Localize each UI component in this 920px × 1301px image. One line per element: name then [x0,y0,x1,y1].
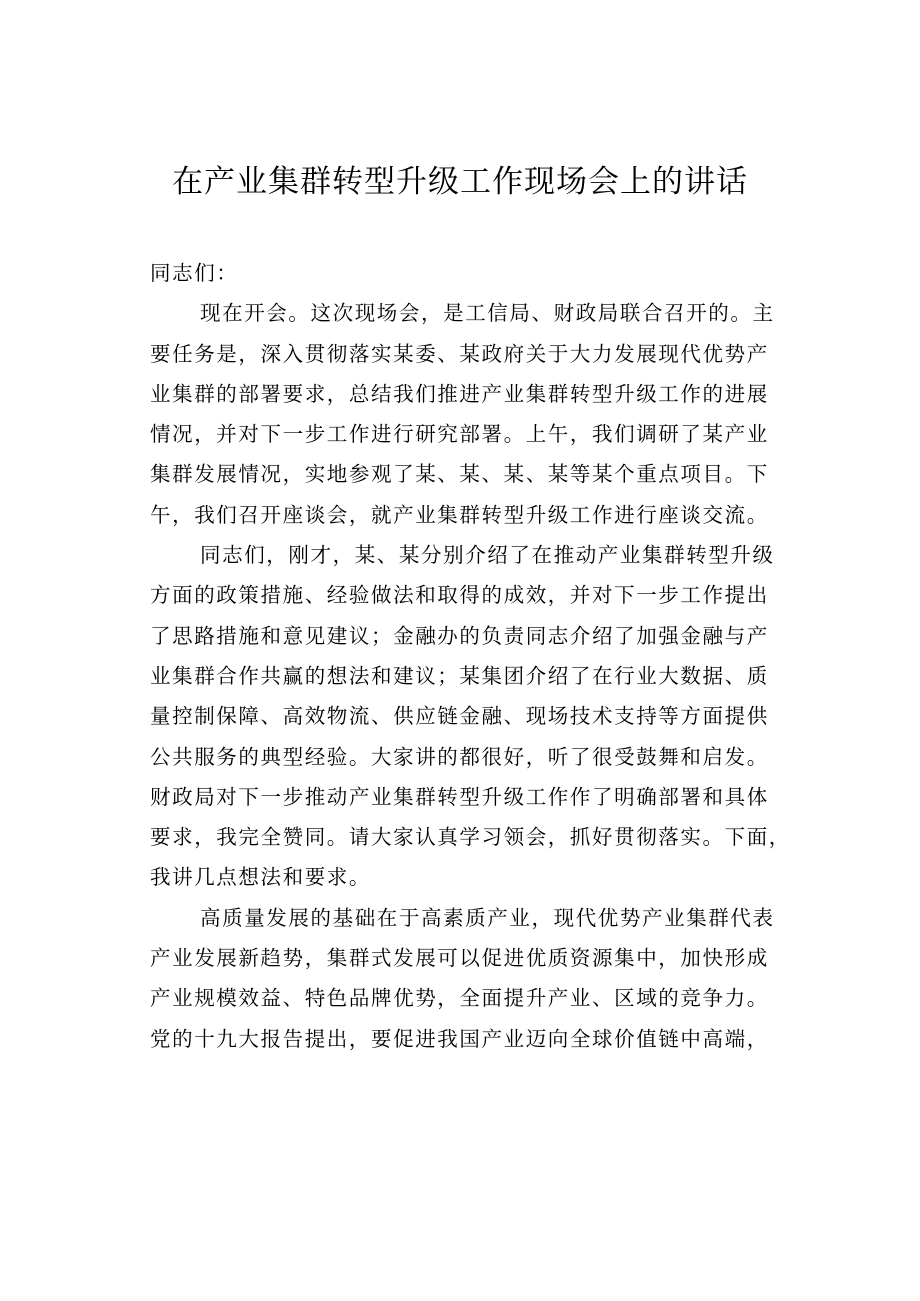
paragraph-1-line-1: 现在开会。这次现场会，是工信局、财政局联合召开的。主 [200,301,775,326]
paragraph-2-line-1: 同志们，刚才，某、某分别介绍了在推动产业集群转型升级 [200,543,775,568]
paragraph-1-line-2: 要任务是，深入贯彻落实某委、某政府关于大力发展现代优势产 [150,341,769,366]
paragraph-1-line-6: 午，我们召开座谈会，就产业集群转型升级工作进行座谈交流。 [150,502,769,527]
paragraph-3-line-4: 党的十九大报告提出，要促进我国产业迈向全球价值链中高端， [150,1026,769,1051]
paragraph-1-line-3: 业集群的部署要求，总结我们推进产业集群转型升级工作的进展 [150,381,769,406]
salutation: 同志们： [150,261,239,285]
paragraph-2-line-3: 了思路措施和意见建议；金融办的负责同志介绍了加强金融与产 [150,623,769,648]
paragraph-2-line-7: 财政局对下一步推动产业集群转型升级工作作了明确部署和具体 [150,784,769,809]
paragraph-3-line-1: 高质量发展的基础在于高素质产业，现代优势产业集群代表 [200,905,775,930]
paragraph-2-line-4: 业集群合作共赢的想法和建议；某集团介绍了在行业大数据、质 [150,663,769,688]
paragraph-3-line-2: 产业发展新趋势，集群式发展可以促进优质资源集中，加快形成 [150,946,769,971]
paragraph-2-line-8: 要求，我完全赞同。请大家认真学习领会，抓好贯彻落实。下面， [150,825,791,850]
paragraph-2-line-6: 公共服务的典型经验。大家讲的都很好，听了很受鼓舞和启发。 [150,744,769,769]
document-body [150,253,790,1059]
paragraph-2-line-9: 我讲几点想法和要求。 [150,865,371,890]
document-title: 在产业集群转型升级工作现场会上的讲话 [172,164,748,200]
paragraph-2-line-2: 方面的政策措施、经验做法和取得的成效，并对下一步工作提出 [150,583,769,608]
paragraph-1-line-4: 情况，并对下一步工作进行研究部署。上午，我们调研了某产业 [150,422,769,447]
paragraph-2-line-5: 量控制保障、高效物流、供应链金融、现场技术支持等方面提供 [150,704,769,729]
paragraph-1-line-5: 集群发展情况，实地参观了某、某、某、某等某个重点项目。下 [150,462,769,487]
paragraph-3-line-3: 产业规模效益、特色品牌优势，全面提升产业、区域的竞争力。 [150,986,769,1011]
